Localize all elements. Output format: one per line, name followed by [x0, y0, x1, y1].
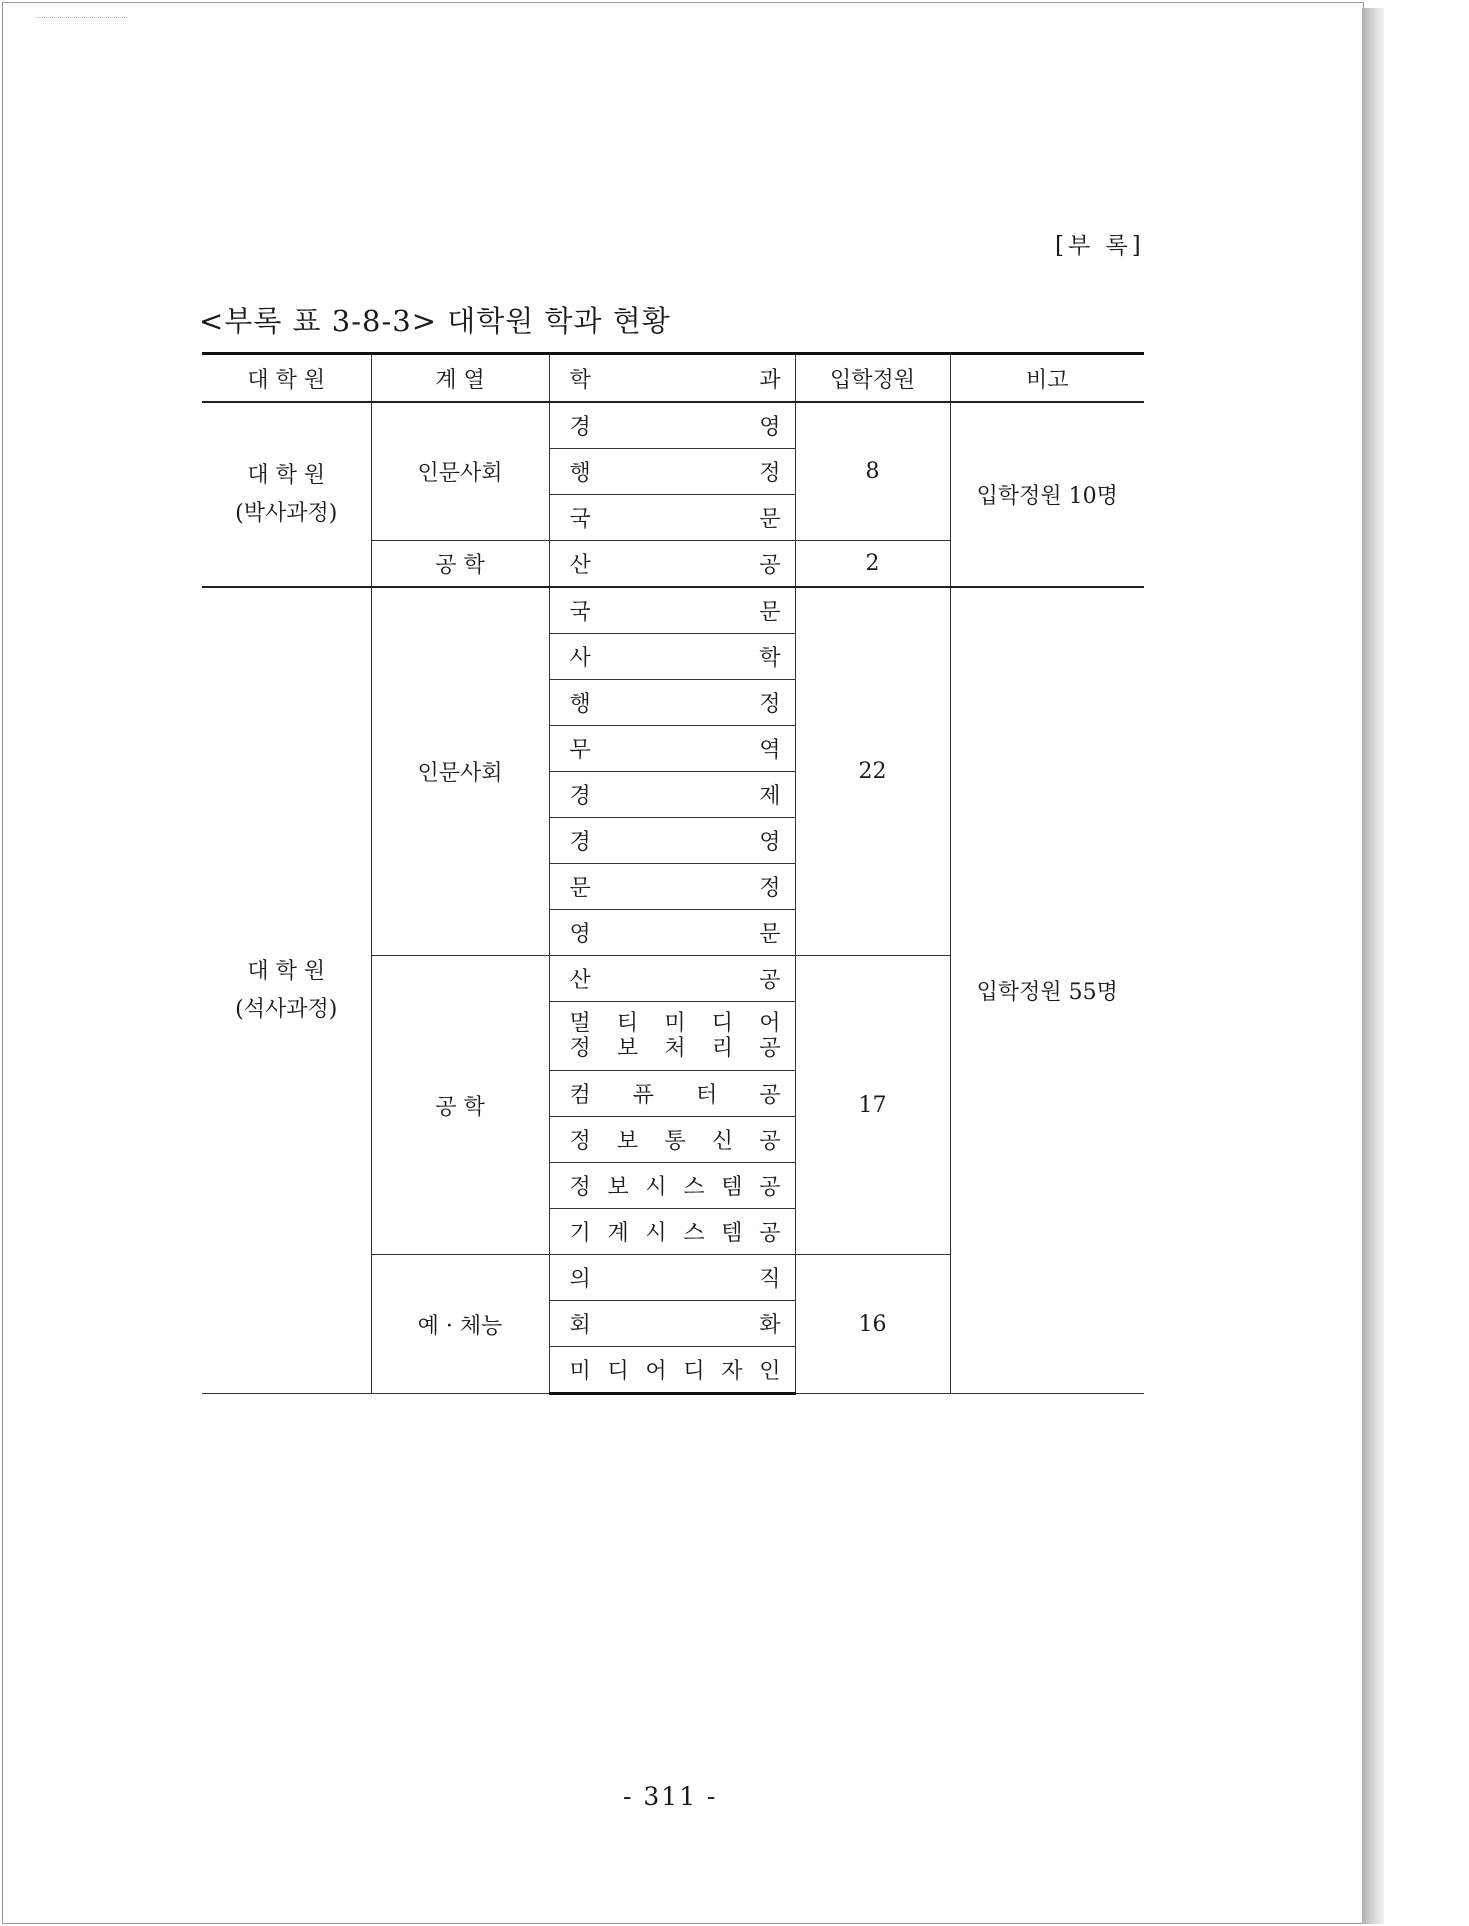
school-cell [202, 402, 371, 587]
header-department [549, 354, 795, 403]
department-name [570, 779, 781, 810]
table-body [202, 402, 1144, 1394]
school-name: 대 학 원 [247, 462, 326, 488]
department-char: 공 [759, 553, 781, 578]
department-name [570, 687, 781, 718]
department-char: 경 [569, 830, 591, 855]
quota-cell: 16 [795, 1255, 950, 1394]
department-char: 정 [759, 692, 781, 717]
department-char: 직 [759, 1267, 781, 1292]
department-char: 멀 [569, 1011, 591, 1036]
department-char: 공 [759, 1129, 781, 1154]
department-char: 영 [569, 922, 591, 947]
department-char: 시 [645, 1221, 667, 1246]
department-char: 디 [683, 1359, 705, 1384]
department-cell [549, 1209, 795, 1255]
department-two-line [570, 1011, 781, 1061]
department-char: 경 [569, 415, 591, 440]
department-char: 영 [759, 415, 781, 440]
department-char: 템 [721, 1221, 743, 1246]
department-char: 문 [759, 507, 781, 532]
department-char: 국 [569, 507, 591, 532]
header-department-left: 학 [569, 367, 591, 393]
department-name [570, 1170, 781, 1201]
department-char: 사 [569, 646, 591, 671]
department-char: 퓨 [632, 1083, 654, 1108]
department-char: 템 [721, 1175, 743, 1200]
department-char: 인 [759, 1359, 781, 1384]
department-char: 정 [569, 1129, 591, 1154]
department-name [570, 733, 781, 764]
department-char: 행 [569, 461, 591, 486]
department-name [570, 410, 781, 441]
field-cell: 인문사회 [371, 402, 549, 541]
department-char: 미 [664, 1011, 686, 1036]
department-cell [549, 1002, 795, 1071]
field-cell: 예 · 체능 [371, 1255, 549, 1394]
note-cell: 입학정원 10명 [950, 402, 1144, 587]
field-cell: 공 학 [371, 541, 549, 588]
department-char: 시 [645, 1175, 667, 1200]
department-cell [549, 1347, 795, 1394]
department-cell [549, 402, 795, 449]
department-cell [549, 726, 795, 772]
department-name [570, 548, 781, 579]
department-cell [549, 587, 795, 634]
department-char: 영 [759, 830, 781, 855]
school-program: (석사과정) [235, 996, 338, 1022]
field-cell: 공 학 [371, 956, 549, 1255]
department-name [570, 1216, 781, 1247]
department-char: 제 [759, 784, 781, 809]
department-name [570, 1262, 781, 1293]
department-name [570, 871, 781, 902]
department-char: 어 [645, 1359, 667, 1384]
department-cell [549, 1071, 795, 1117]
header-school: 대 학 원 [202, 354, 371, 403]
department-char: 정 [569, 1036, 591, 1061]
department-name [570, 641, 781, 672]
department-char: 리 [711, 1036, 734, 1061]
department-char: 공 [759, 968, 781, 993]
department-cell [549, 910, 795, 956]
scan-mark [37, 17, 127, 20]
document-page [2, 2, 1364, 1924]
department-cell [549, 1163, 795, 1209]
department-char: 스 [683, 1221, 705, 1246]
department-char: 정 [569, 1175, 591, 1200]
department-cell [549, 541, 795, 588]
department-cell [549, 864, 795, 910]
department-char: 보 [607, 1175, 629, 1200]
department-name [570, 1308, 781, 1339]
department-cell [549, 1255, 795, 1301]
school-program: (박사과정) [235, 500, 338, 526]
table-row [202, 587, 1144, 634]
school-label [202, 457, 371, 533]
department-cell [549, 680, 795, 726]
department-char: 어 [759, 1011, 781, 1036]
header-field: 계 열 [371, 354, 549, 403]
department-char: 공 [759, 1221, 781, 1246]
school-label [202, 953, 371, 1029]
graduate-department-table [202, 352, 1144, 1395]
department-char: 역 [759, 738, 781, 763]
department-char: 계 [607, 1221, 629, 1246]
department-char: 공 [759, 1036, 781, 1061]
department-char: 경 [569, 784, 591, 809]
department-name [570, 502, 781, 533]
department-char: 미 [569, 1359, 591, 1384]
department-char: 화 [759, 1313, 781, 1338]
header-quota: 입학정원 [795, 354, 950, 403]
department-char: 회 [569, 1313, 591, 1338]
department-char: 문 [759, 922, 781, 947]
department-line [570, 1011, 781, 1036]
department-cell [549, 495, 795, 541]
department-cell [549, 1301, 795, 1347]
department-char: 산 [569, 553, 591, 578]
department-char: 정 [759, 876, 781, 901]
quota-cell: 8 [795, 402, 950, 541]
department-char: 티 [616, 1011, 639, 1036]
department-cell [549, 956, 795, 1002]
department-char: 정 [759, 461, 781, 486]
department-char: 국 [569, 600, 591, 625]
department-line [570, 1036, 781, 1061]
note-cell: 입학정원 55명 [950, 587, 1144, 1394]
department-name [570, 595, 781, 626]
department-char: 문 [759, 600, 781, 625]
department-name [570, 1354, 781, 1385]
school-cell [202, 587, 371, 1394]
quota-cell: 22 [795, 587, 950, 956]
quota-cell: 2 [795, 541, 950, 588]
department-name [570, 917, 781, 948]
department-char: 무 [569, 738, 591, 763]
header-note: 비고 [950, 354, 1144, 403]
table-row [202, 402, 1144, 449]
department-char: 공 [759, 1083, 781, 1108]
department-char: 보 [616, 1129, 639, 1154]
department-cell [549, 634, 795, 680]
department-name [570, 825, 781, 856]
section-header: [부 록] [1055, 233, 1145, 259]
school-name: 대 학 원 [247, 958, 326, 984]
department-cell [549, 772, 795, 818]
department-char: 처 [664, 1036, 686, 1061]
department-char: 학 [759, 646, 781, 671]
department-char: 디 [711, 1011, 734, 1036]
department-char: 통 [664, 1129, 686, 1154]
department-name [570, 1078, 781, 1109]
department-char: 산 [569, 968, 591, 993]
header-department-right: 과 [759, 367, 781, 393]
department-cell [549, 449, 795, 495]
department-char: 행 [569, 692, 591, 717]
department-char: 자 [721, 1359, 743, 1384]
department-char: 의 [569, 1267, 591, 1292]
department-cell [549, 1117, 795, 1163]
quota-cell: 17 [795, 956, 950, 1255]
department-char: 스 [683, 1175, 705, 1200]
department-name [570, 963, 781, 994]
page-number: - 311 - [623, 1782, 718, 1811]
table-caption: <부록 표 3-8-3> 대학원 학과 현황 [199, 304, 671, 338]
department-char: 공 [759, 1175, 781, 1200]
department-name [570, 456, 781, 487]
department-char: 터 [695, 1083, 718, 1108]
department-char: 문 [569, 876, 591, 901]
department-name [570, 1124, 781, 1155]
department-char: 보 [616, 1036, 639, 1061]
department-char: 신 [711, 1129, 734, 1154]
department-char: 디 [607, 1359, 629, 1384]
department-cell [549, 818, 795, 864]
page-edge-shadow [1362, 8, 1384, 1924]
department-char: 기 [569, 1221, 591, 1246]
field-cell: 인문사회 [371, 587, 549, 956]
department-char: 컴 [569, 1083, 591, 1108]
